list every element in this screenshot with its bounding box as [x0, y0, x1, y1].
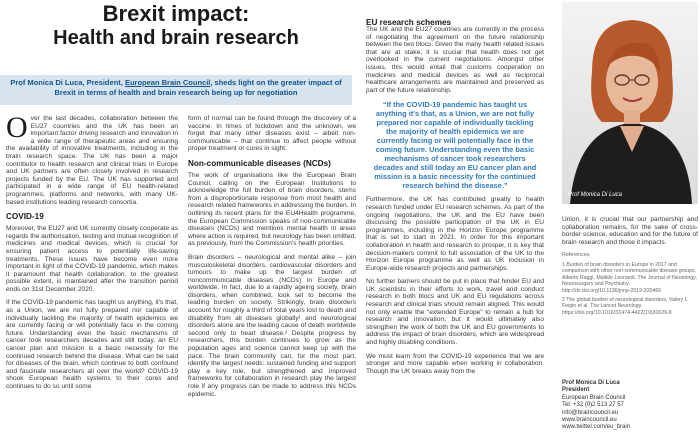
drop-cap: O [6, 115, 28, 144]
title-line-2: Health and brain research [53, 27, 299, 49]
article-title [0, 2, 352, 50]
covid-heading: COVID-19 [6, 212, 44, 222]
column-3 [366, 26, 544, 441]
contact-website[interactable]: www.braincouncil.eu [562, 417, 617, 424]
col3-paragraph-1: The UK and the EU27 countries are currently in the process of negotiating the agreement on the future relationship between the two blocs. Given the many health related issues that are at stake, it is crucial that health does not get overlooked in the current negotiations. Amongst other issues, this would entail that customs cooperation on medicines and medical devices as well as reciprocal healthcare arrangements are maintained and preserved as part of the future relationship. [366, 26, 544, 94]
column-2 [188, 115, 356, 441]
reference-2: 2 The global burden of neurological disorders. Valery L Feigin et al. The Lancet Neurology. https://doi.org/10.1016/S1474-4422(19)30029-8 [562, 297, 688, 316]
portrait-caption: Prof Monica Di Luca [568, 192, 623, 198]
intro-paragraph [6, 115, 178, 206]
col4-paragraph-1: Union, it is crucial that our partnership and collaboration remains, for the sake of cross-border science, education and for the future of brain research and those it impacts. [562, 216, 698, 246]
contact-org: European Brain Council [562, 394, 626, 401]
standfirst-text-before: Prof Monica Di Luca, President, [10, 78, 125, 87]
standfirst-text-after: , sheds light on the greater impact of Brexit in terms of health and brain research being up for negotiation [54, 78, 342, 97]
col3-paragraph-3: No further barriers should be put in place that hinder EU and UK scientists in their efforts to work, travel and conduct research in both blocs and UK and EU regulations across research and clinical trials should remain aligned. This would not only enable the “extended Europe” to remain a hub for research and innovation, but it would ultimately also strengthen the work of both the UK and EU governments to address the impact of brain disorders, which are widespread and highly disabling conditions. [366, 278, 544, 347]
references-title: References [562, 252, 590, 259]
references-list [562, 262, 698, 316]
portrait-illustration [562, 2, 698, 204]
col3-paragraph-4: We must learn from the COVID-19 experience that we are stronger and more capable when working in collaboration. Though the UK breaks away from the [366, 352, 544, 375]
title-line-1: Brexit impact: [102, 1, 250, 26]
column-1 [6, 115, 178, 441]
contact-twitter[interactable]: www.twitter.com/eu_brain [562, 424, 631, 431]
ncd-heading: Non-communicable diseases (NCDs) [188, 158, 331, 168]
contact-block [562, 380, 698, 432]
col2-paragraph-3: Brain disorders – neurological and mental alike – join musculoskeletal disorders, cardiovascular disorders and tumours to make up the largest burden of noncommunicable diseases (NCDs) in Europe and worldwide. In fact, due to a rapidly ageing society, brain disorders, when combined, look set to become the leading burden on society. Strikingly, brain disorders account for roughly a third of total years lost to death and disability from all diseases globally¹ and neurological disorders alone are the leading cause of death worldwide second only to heart disease.² Despite progress by researchers, this burden continues to grow as the population ages and science cannot keep up with the pace. The brain community can, for the most part, identify the largest needs: sustained funding and support play a key role, but strengthened and improved frameworks for collaboration in research play the largest role if any progress can be made to address this NCDs epidemic. [188, 253, 356, 398]
contact-role: President [562, 387, 590, 394]
reference-1: 1 Burden of brain disorders in Europe in 2017 and comparison with other non-communicable disease groups. Alberto Raggi, Matilde Leonardi. The Journal of Neurology, Neurosurgery and Psychiatry. http://dx.doi.org/10.1136/jnnp-2019-320466 [562, 261, 697, 294]
contact-email[interactable]: info@braincouncil.eu [562, 409, 619, 416]
eu-research-heading: EU research schemes [366, 18, 452, 27]
contact-tel: Tel: +32 (0)2 513 27 57 [562, 402, 624, 409]
european-brain-council-link[interactable]: European Brain Council [124, 78, 211, 87]
pull-quote: “If the COVID-19 pandemic has taught us anything it's that, as a Union, we are not fully prepared nor capable of individually tackling the majority of health epidemics we are currently facing or will potentially face in the coming future. Understanding even the basic mechanisms of cancer took researchers decades and still today an EU cancer plan and mission is a basic necessity for the continued research behind the disease.” [373, 100, 537, 191]
col1-paragraph-3: If the COVID-19 pandemic has taught us anything, it's that, as a Union, we are not fully prepared nor capable of individually tackling the majority of health epidemics we are currently facing or will potentially face in the coming future. Understanding even the basic mechanisms of cancer took researchers decades and still today, an EU cancer plan and mission is a basic necessity for the continued research behind the disease. What can be said for diseases of the brain, which continue to both confound and fascinate researchers all over the world? COVID-19 shook European health systems to their cores and continues to do so until some [6, 299, 178, 390]
contact-name: Prof Monica Di Luca [562, 380, 620, 386]
col3-paragraph-2: Furthermore, the UK has contributed greatly to health research funded under EU research schemes. As part of the ongoing negotiations, the UK and the EU have been discussing the possible participation of the UK in EU programmes, including in the Horizon Europe programme that is set to start in 2021. In order for this important collaboration in health and research to prosper, it is key that decision-makers commit to full association of the UK to the Horizon Europe programme as well as UK inclusion in Europe-wide research projects and partnerships. [366, 196, 544, 272]
standfirst-banner [0, 75, 352, 105]
col2-paragraph-1: form of normal can be found through the discovery of a vaccine. In times of lockdown and the unknown, we forget that many other diseases exist – albeit non-communicable – that continue to affect people without proper treatment or cures in sight. [188, 115, 356, 153]
col1-paragraph-2: Moreover, the EU27 and UK currently closely cooperate as regards the authorisation, testing and mutual recognition of medicines and medical devices, which is crucial for ensuring patient access to potentially life-saving treatments. These issues have become even more important in light of the COVID-19 pandemic, which makes it paramount that health collaboration, to the greatest possible extent, is maintained after the transition period ends on 31st December 2020. [6, 225, 178, 293]
author-portrait [562, 2, 698, 204]
intro-paragraph-text: ver the last decades, collaboration between the EU27 countries and the UK has been an important factor driving research and innovation in a wide range of therapeutic areas and ensuring the availability of innovative treatments, including in the brain research space. The UK has been a major contributor to health research and clinical trials in Europe and UK partners are often closely involved in research projects funded by the EU. The UK has supported and participated in a wide range of EU health-related programmes, platforms and networks, with many UK-based institutions leading research consortia. [6, 115, 178, 206]
col2-paragraph-2: The work of organisations like the European Brain Council, calling on the European Institutions to acknowledge the full burden of brain disorders, stems from a disproportionate response from most health and research related frameworks in addressing the burden. In outlining its recent plans for the EU4Health programme, the European Commission speaks of non-communicable diseases (NCDs) and mentions mental health in areas where action is required, but neurology has been omitted, as previously, from the Commission's health priorities. [188, 171, 356, 248]
